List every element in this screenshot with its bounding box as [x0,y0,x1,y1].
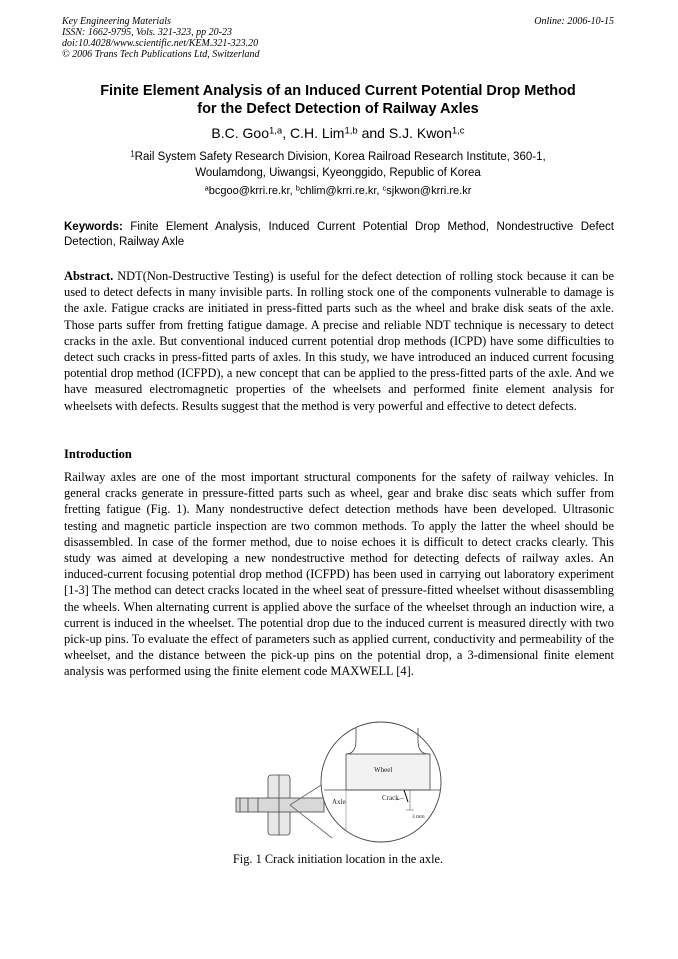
author-name: S.J. Kwon [388,125,452,141]
affiliation [62,149,614,181]
email-sup: a [204,183,209,193]
issn-line: ISSN: 1662-9795, Vols. 321-323, pp 20-23 [62,27,232,38]
author-name: B.C. Goo [211,125,269,141]
label-dimension: 3 mm [412,814,425,820]
author-emails [62,184,614,198]
author-separator: , [282,125,291,141]
section-heading-introduction: Introduction [64,447,132,461]
email-link[interactable]: bcgoo@krri.re.kr, [208,185,296,197]
keywords-text: Finite Element Analysis, Induced Current Potential Drop Method, Nondestructive Defect Detection, Railway Axle [64,221,614,248]
journal-header [62,16,260,60]
paper-title [62,82,614,118]
email-link[interactable]: sjkwon@krri.re.kr [386,185,472,197]
doi-line: doi:10.4028/www.scientific.net/KEM.321-323.20 [62,38,259,49]
wheelset-illustration [236,775,332,838]
abstract-text: NDT(Non-Destructive Testing) is useful for the defect detection of rolling stock because it can be used to detect defects in many invisible parts. In rolling stock one of the components vulnerable to damage is the axle. Fatigue cracks are initiated in press-fitted parts such as the wheel and brake disk seats of the axle. Those parts suffer from fretting fatigue damage. A precise and reliable NDT technique is necessary to detect cracks in the axle. But conventional induced current potential drop methods (ICPD) have some difficulties to detect such cracks in press-fitted parts of axles. In this study, we have introduced an induced current focusing potential drop method (ICFPD), a new concept that can be applied to the press-fitted parts of the axle. And we have measured electromagnetic properties of the wheelsets and performed finite element analysis for wheelsets with defects. Results suggest that the method is very powerful and effective to detect defects. [64,269,614,413]
title-line-1: Finite Element Analysis of an Induced Current Potential Drop Method [100,83,576,99]
email-link[interactable]: chlim@krri.re.kr, [299,185,383,197]
author-list [62,124,614,142]
magnified-detail [321,722,441,842]
affiliation-line-1: $^1$Rail System Safety Research Division, Korea Railroad Research Institute, 360-1, [130,149,546,163]
label-axle: Axle [332,798,346,806]
author-affil-sup: 1,b [344,125,358,137]
email-sup: c [382,183,387,193]
keywords [64,220,614,250]
journal-name: Key Engineering Materials [62,16,171,27]
keywords-label: Keywords: [64,221,123,233]
abstract [64,268,614,414]
figure-caption: Fig. 1 Crack initiation location in the axle. [232,852,444,866]
figure-1-axle-diagram [228,720,454,848]
email-sup: b [295,183,300,193]
affiliation-line-2: Woulamdong, Uiwangsi, Kyeonggido, Republic of Korea [195,167,481,179]
label-crack: Crack [382,794,399,802]
author-name: C.H. Lim [290,125,345,141]
affiliation-sup: 1 [130,149,135,159]
copyright-line: © 2006 Trans Tech Publications Ltd, Switzerland [62,49,260,60]
online-date: Online: 2006-10-15 [534,16,614,27]
title-line-2: for the Defect Detection of Railway Axles [197,101,479,117]
abstract-label: Abstract. [64,269,114,283]
author-affil-sup: 1,a [269,125,283,137]
author-separator: and [357,125,389,141]
label-wheel: Wheel [374,766,393,774]
introduction-body: Railway axles are one of the most important structural components for the safety of railway vehicles. In general cracks generate in pressure-fitted parts such as wheel, gear and brake disc seats which suffer from fretting fatigue (Fig. 1). Many nondestructive defect detection methods have been developed. Ultrasonic testing and magnetic particle inspection are two common methods. To apply the latter the wheel should be disassembled. In case of the former method, due to noise echoes it is difficult to detect cracks clearly. This study was aimed at developing a new nondestructive method for detecting defects of railway axles. An induced-current focusing potential drop method (ICFPD) has been used in carrying out laboratory experiment [1-3] The method can detect cracks located in the wheel seat of pressure-fitted wheelset without disassembling the wheels. When alternating current is applied above the surface of the wheelset through an induction wire, a current is induced in the wheelset. The potential drop due to the induced current is measured directly with two pick-up pins. To evaluate the effect of parameters such as applied current, conductivity and permeability of the wheelset, and the distance between the pick-up pins on the potential drop, a 3-dimensional finite element analysis was performed using the finite element code MAXWELL [4]. [64,470,614,679]
axle-shaft-shape [236,798,324,812]
author-affil-sup: 1,c [451,125,465,137]
